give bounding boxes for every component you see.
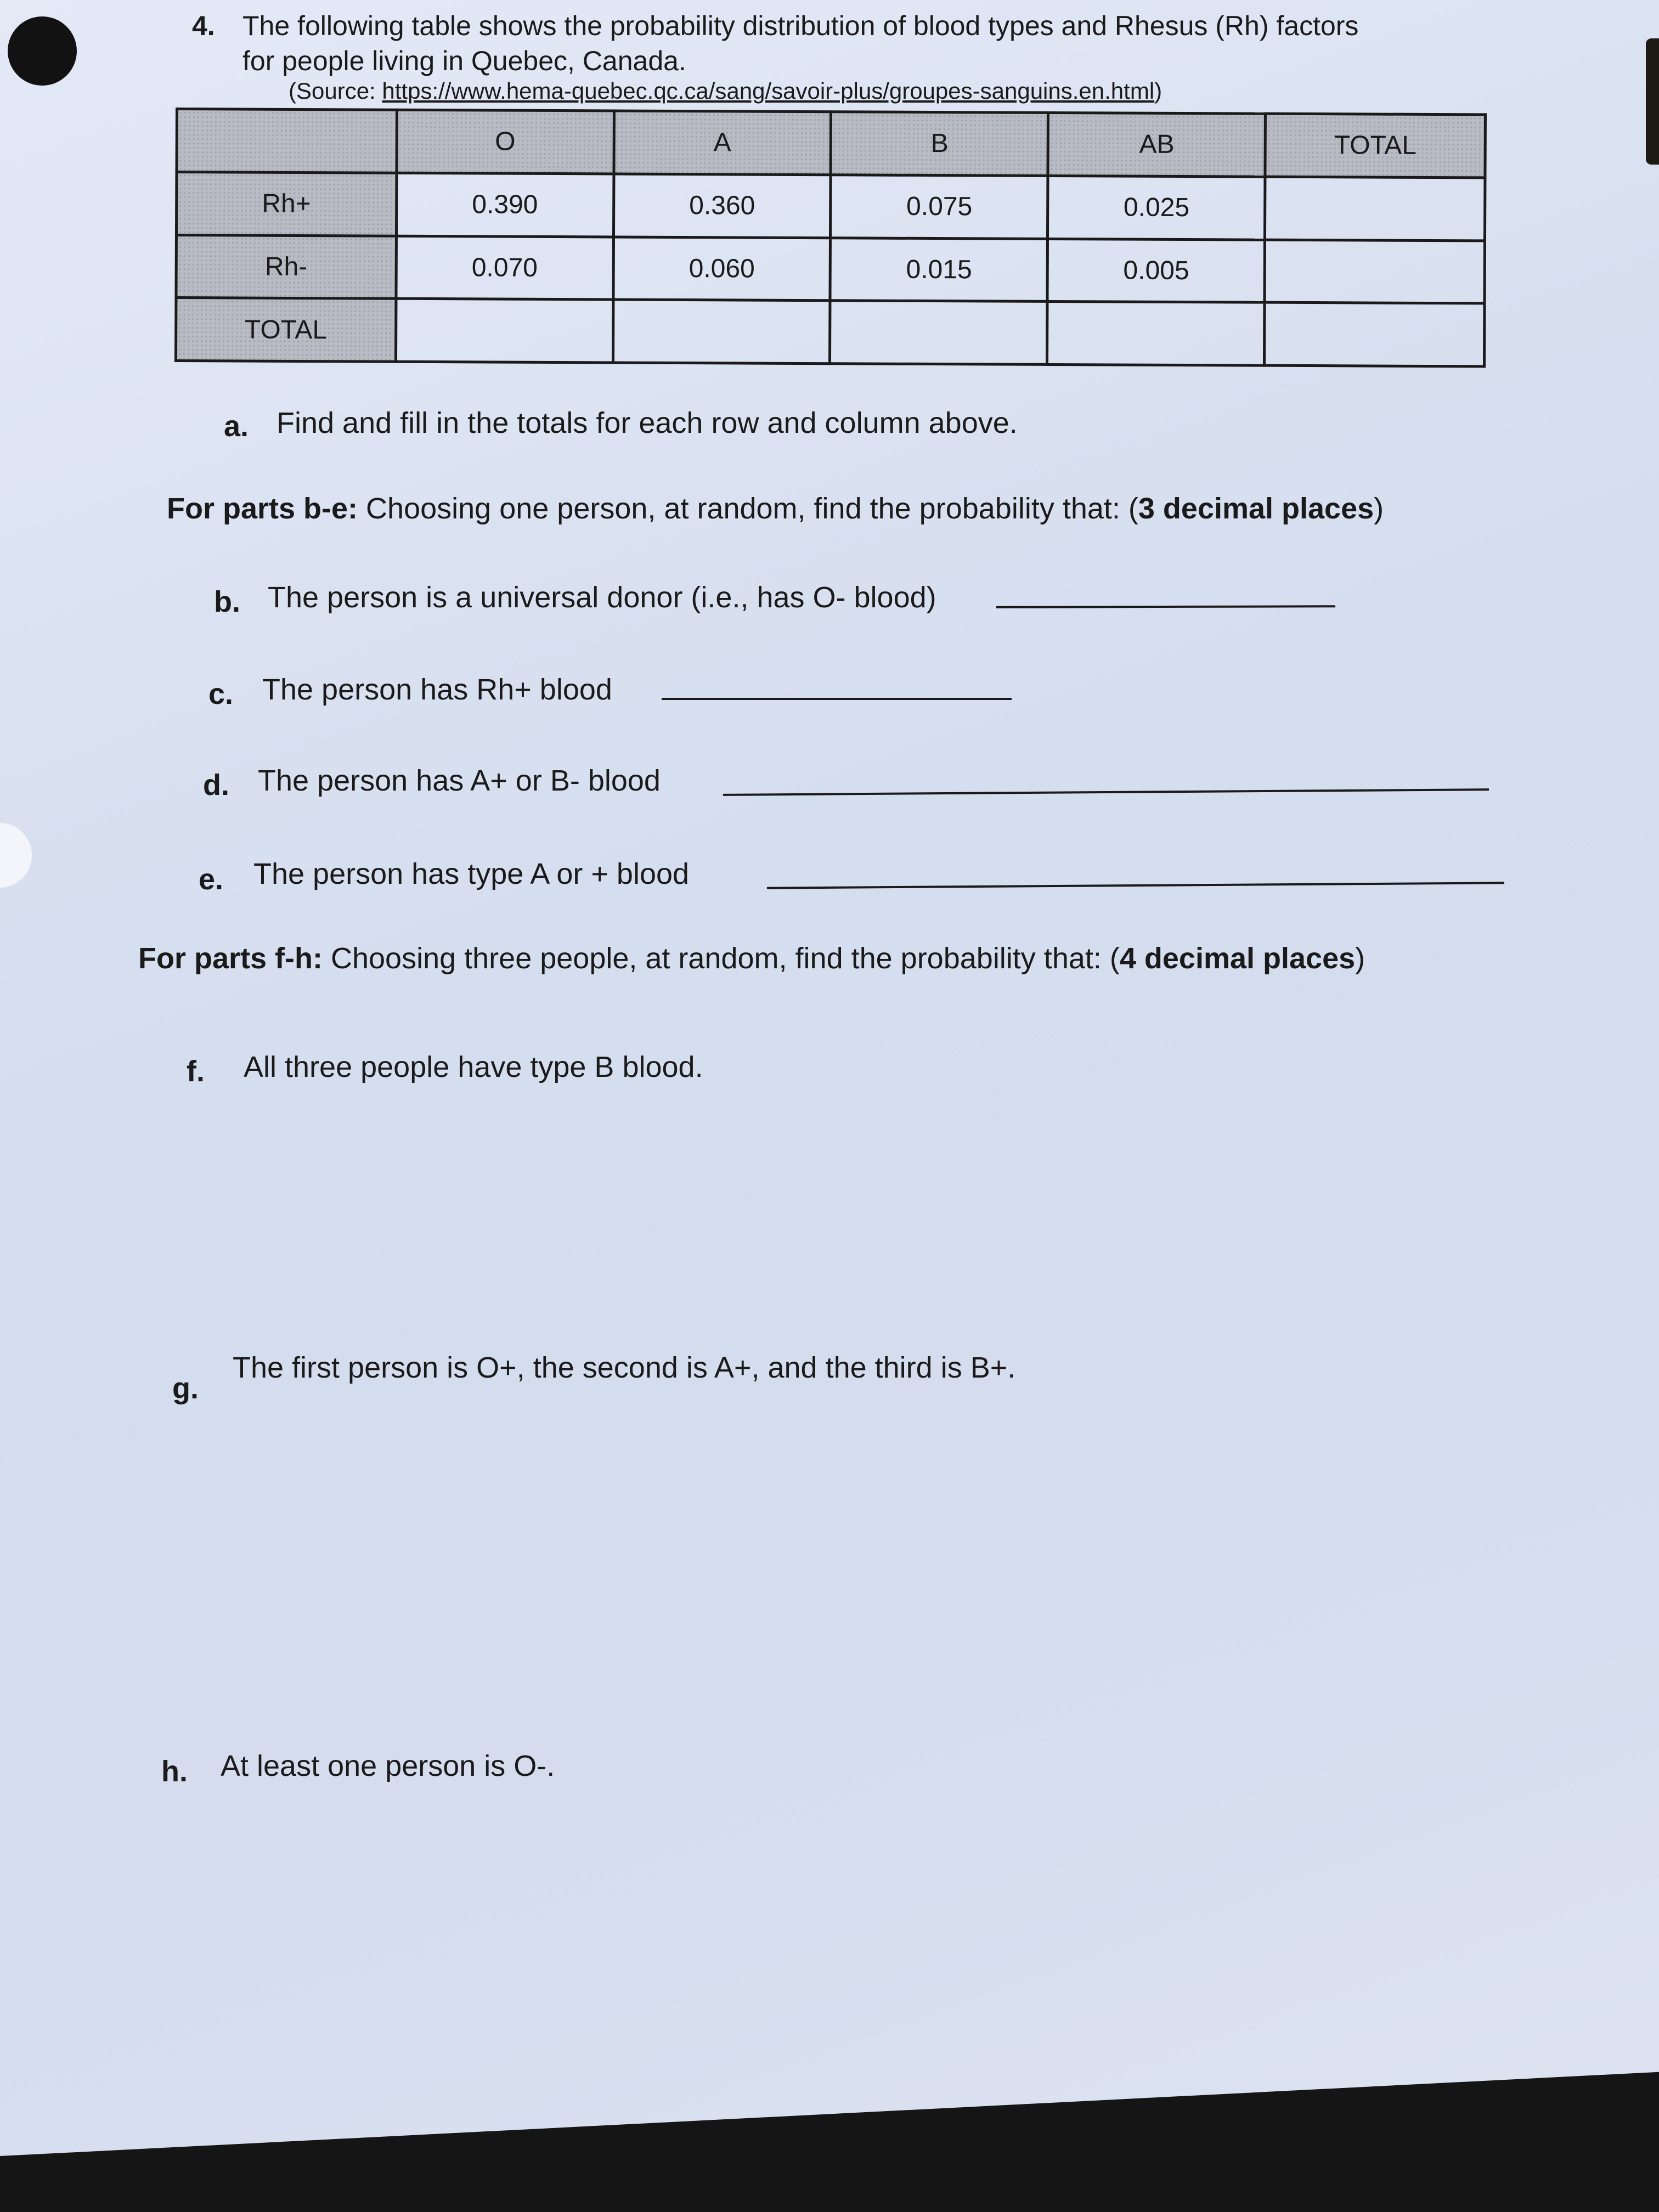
part-h-letter: h. bbox=[161, 1755, 188, 1788]
column-header: O bbox=[397, 110, 614, 173]
table-cell: 0.070 bbox=[396, 236, 613, 300]
table-cell: 0.005 bbox=[1047, 239, 1265, 302]
column-header: AB bbox=[1048, 112, 1265, 176]
heading-bold-prefix: For parts b-e: bbox=[167, 492, 358, 525]
table-cell bbox=[1265, 240, 1485, 303]
parts-b-e-heading bbox=[167, 492, 1384, 526]
table-cell bbox=[1265, 177, 1485, 240]
table-cell: 0.015 bbox=[830, 238, 1047, 301]
part-h-text: At least one person is O-. bbox=[221, 1750, 555, 1782]
part-g-text: The first person is O+, the second is A+, and the third is B+. bbox=[233, 1351, 1016, 1384]
question-text-line1: The following table shows the probability distribution of blood types and Rhesus (Rh) factors bbox=[242, 10, 1359, 41]
table-cell: 0.025 bbox=[1048, 176, 1265, 239]
table-cell: 0.390 bbox=[396, 173, 613, 236]
table-cell bbox=[613, 300, 830, 363]
part-a-letter: a. bbox=[224, 410, 249, 443]
hole-punch-top bbox=[8, 16, 77, 86]
part-c-text: The person has Rh+ blood bbox=[262, 673, 612, 706]
source-suffix: ) bbox=[1154, 78, 1163, 104]
part-e-text: The person has type A or + blood bbox=[253, 857, 690, 890]
column-header: B bbox=[831, 112, 1048, 176]
part-f-text: All three people have type B blood. bbox=[244, 1051, 703, 1084]
heading-bold-note: 4 decimal places bbox=[1119, 942, 1356, 975]
table-row bbox=[176, 298, 1484, 366]
table-row bbox=[176, 172, 1485, 240]
heading-text: Choosing three people, at random, find the probability that: ( bbox=[322, 942, 1120, 975]
part-d-text: The person has A+ or B- blood bbox=[258, 764, 661, 797]
source-prefix: (Source: bbox=[289, 78, 382, 104]
probability-table bbox=[174, 108, 1487, 368]
row-header: Rh+ bbox=[176, 172, 396, 235]
answer-line-c[interactable] bbox=[662, 698, 1012, 700]
heading-suffix: ) bbox=[1374, 492, 1384, 525]
source-citation bbox=[289, 78, 1162, 104]
part-a-text: Find and fill in the totals for each row and column above. bbox=[276, 407, 1018, 439]
table-cell bbox=[1265, 302, 1485, 366]
part-f-letter: f. bbox=[187, 1055, 205, 1088]
question-number: 4. bbox=[192, 10, 215, 41]
table-cell bbox=[396, 299, 613, 363]
part-b-letter: b. bbox=[214, 585, 240, 618]
part-d-letter: d. bbox=[203, 769, 229, 802]
heading-bold-note: 3 decimal places bbox=[1138, 492, 1374, 525]
row-header: Rh- bbox=[176, 235, 396, 298]
source-link[interactable]: https://www.hema-quebec.qc.ca/sang/savoir-plus/groupes-sanguins.en.html bbox=[382, 78, 1155, 104]
question-text-line2: for people living in Quebec, Canada. bbox=[242, 46, 686, 76]
table-cell: 0.060 bbox=[613, 236, 831, 300]
table-header-row bbox=[177, 109, 1485, 178]
part-b-text: The person is a universal donor (i.e., has O- blood) bbox=[268, 581, 936, 614]
heading-text: Choosing one person, at random, find the probability that: ( bbox=[358, 492, 1138, 525]
row-header: TOTAL bbox=[176, 298, 396, 362]
binder-clip-edge bbox=[1646, 38, 1659, 165]
table-cell: 0.075 bbox=[831, 174, 1048, 238]
column-header: TOTAL bbox=[1265, 114, 1485, 177]
parts-f-h-heading bbox=[138, 941, 1365, 975]
table-cell bbox=[830, 301, 1047, 364]
table-corner-cell bbox=[177, 109, 397, 173]
part-c-letter: c. bbox=[208, 678, 234, 710]
column-header: A bbox=[614, 111, 831, 174]
heading-suffix: ) bbox=[1355, 942, 1365, 975]
part-e-letter: e. bbox=[199, 863, 224, 896]
table-row bbox=[176, 235, 1485, 303]
part-g-letter: g. bbox=[172, 1372, 199, 1405]
heading-bold-prefix: For parts f-h: bbox=[138, 942, 323, 975]
table-cell: 0.360 bbox=[613, 174, 831, 238]
table-cell bbox=[1047, 302, 1265, 365]
